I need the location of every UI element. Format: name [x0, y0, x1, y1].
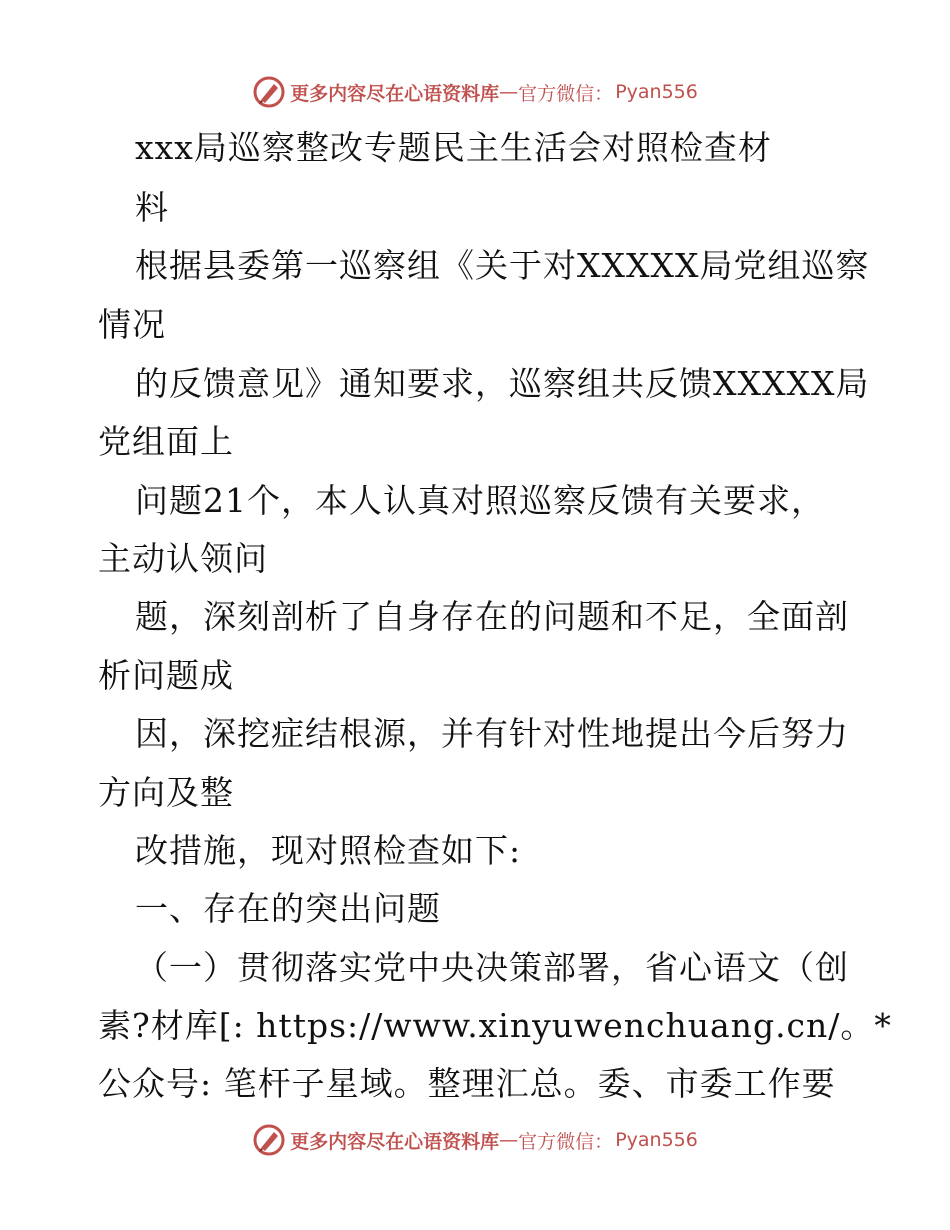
watermark-label: 官方微信：: [518, 1130, 614, 1153]
watermark-label: 官方微信：: [518, 82, 614, 105]
paragraph-line: 的反馈意见》通知要求，巡察组共反馈XXXXX局: [135, 364, 870, 403]
paragraph-line: 主动认领问: [98, 539, 268, 578]
paragraph-line: 素?材库[: https://www.xinyuwenchuang.cn/。*: [98, 1006, 892, 1045]
watermark-separator: —: [499, 81, 519, 103]
pen-logo-icon: [252, 75, 286, 109]
document-title-line-1: xxx局巡察整改专题民主生活会对照检查材: [135, 128, 772, 167]
paragraph-line: 根据县委第一巡察组《关于对XXXXX局党组巡察: [135, 246, 870, 285]
watermark-header: [0, 72, 950, 112]
section-heading: 一、存在的突出问题: [135, 889, 441, 928]
watermark-main-text: 更多内容尽在心语资料库: [290, 82, 500, 105]
paragraph-line: 方向及整: [98, 773, 234, 812]
watermark-separator: —: [499, 1129, 519, 1151]
paragraph-line: 因，深挖症结根源，并有针对性地提出今后努力: [135, 714, 849, 753]
paragraph-line: 改措施，现对照检查如下:: [135, 831, 522, 870]
watermark-handle: Pyan556: [615, 81, 698, 103]
document-title-line-2: 料: [135, 188, 169, 227]
paragraph-line: 情况: [98, 305, 166, 344]
paragraph-line: 析问题成: [98, 656, 234, 695]
pen-logo-icon: [252, 1123, 286, 1157]
subsection-heading: （一）贯彻落实党中央决策部署，省心语文（创: [135, 948, 849, 987]
watermark-handle: Pyan556: [615, 1129, 698, 1151]
watermark-main-text: 更多内容尽在心语资料库: [290, 1130, 500, 1153]
paragraph-line: 党组面上: [98, 422, 234, 461]
paragraph-line: 问题21个，本人认真对照巡察反馈有关要求，: [135, 481, 825, 520]
paragraph-line: 公众号: 笔杆子星域。整理汇总。委、市委工作要: [98, 1064, 836, 1103]
watermark-footer: [0, 1120, 950, 1160]
paragraph-line: 题，深刻剖析了自身存在的问题和不足，全面剖: [135, 597, 849, 636]
